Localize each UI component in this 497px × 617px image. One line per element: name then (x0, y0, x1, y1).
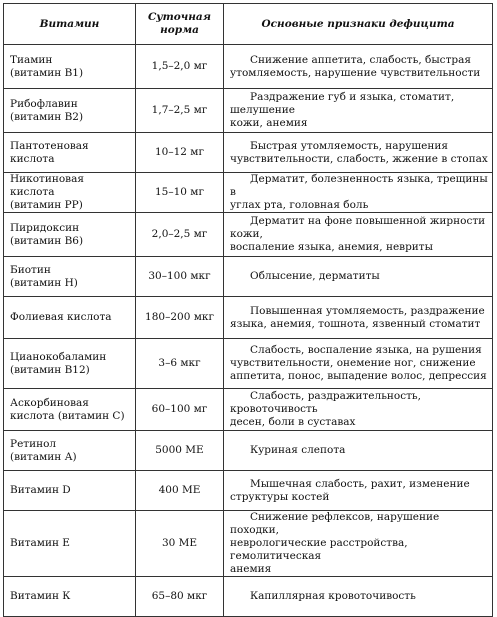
daily-norm-cell: 1,5–2,0 мг (136, 45, 224, 89)
vitamin-name-cell (4, 89, 136, 133)
symptoms-cell (224, 257, 493, 297)
table-body (4, 45, 493, 617)
table-row (4, 133, 493, 173)
vitamin-name-cell (4, 45, 136, 89)
daily-norm-cell: 60–100 мг (136, 389, 224, 431)
vitamin-name-line: Витамин К (10, 590, 71, 602)
symptoms-cell (224, 339, 493, 389)
vitamin-name-cell (4, 133, 136, 173)
symptom-line: Капиллярная кровоточивость (250, 590, 416, 602)
symptom-line: углах рта, головная боль (230, 199, 369, 211)
vitamin-name-cell (4, 339, 136, 389)
vitamin-name-line: Витамин D (10, 484, 71, 496)
vitamin-name-line: Фолиевая кислота (10, 311, 112, 323)
header-vitamin: Витамин (4, 4, 136, 45)
daily-norm-cell: 30–100 мкг (136, 257, 224, 297)
table-row (4, 89, 493, 133)
table-row (4, 339, 493, 389)
vitamin-name-cell (4, 471, 136, 511)
symptom-line: Слабость, воспаление языка, на рушения (250, 344, 482, 356)
table-row (4, 511, 493, 577)
vitamin-name-line: (витамин В12) (10, 363, 90, 376)
symptom-line: воспаление языка, анемия, невриты (230, 241, 433, 253)
symptom-line: Слабость, раздражительность, кровоточивость (230, 390, 421, 415)
symptoms-cell (224, 297, 493, 339)
symptom-line: Повышенная утомляемость, раздражение (250, 304, 485, 317)
symptom-line: Дерматит на фоне повышенной жирности кожи, (230, 215, 486, 240)
table-row (4, 389, 493, 431)
vitamin-name-line: Аскорбиновая (10, 396, 89, 409)
daily-norm-cell: 10–12 мг (136, 133, 224, 173)
symptoms-cell (224, 45, 493, 89)
daily-norm-cell: 3–6 мкг (136, 339, 224, 389)
symptom-line: чувствительности, онемение ног, снижение (230, 357, 476, 369)
vitamin-name-line: Рибофлавин (10, 97, 78, 110)
symptoms-cell (224, 577, 493, 617)
table-row (4, 45, 493, 89)
symptom-line: структуры костей (230, 490, 330, 503)
symptom-line: Мышечная слабость, рахит, изменение (250, 477, 470, 490)
symptom-line: Куриная слепота (250, 444, 346, 456)
vitamin-name-line: (витамин В6) (10, 234, 84, 247)
vitamin-table-container (3, 3, 492, 617)
daily-norm-cell: 15–10 мг (136, 173, 224, 213)
symptoms-cell (224, 431, 493, 471)
daily-norm-cell: 30 МЕ (136, 511, 224, 577)
symptom-line: Раздражение губ и языка, стоматит, шелушение (230, 91, 455, 116)
vitamin-name-line: Пиридоксин (10, 221, 80, 234)
vitamin-name-cell (4, 577, 136, 617)
vitamin-name-line: Пантотеновая кислота (10, 139, 89, 165)
daily-norm-cell: 180–200 мкг (136, 297, 224, 339)
vitamin-name-cell (4, 297, 136, 339)
vitamin-name-cell (4, 257, 136, 297)
vitamin-name-line: (витамин В1) (10, 66, 84, 79)
table-row (4, 213, 493, 257)
symptom-line: Снижение рефлексов, нарушение походки, (230, 511, 440, 536)
header-symptoms: Основные признаки дефицита (224, 4, 493, 45)
vitamin-name-cell (4, 431, 136, 471)
symptoms-cell (224, 213, 493, 257)
symptoms-cell (224, 471, 493, 511)
table-header-row (4, 4, 493, 45)
symptoms-cell (224, 511, 493, 577)
vitamin-name-cell (4, 173, 136, 213)
vitamin-name-line: Ретинол (10, 437, 57, 450)
symptom-line: десен, боли в суставах (230, 416, 356, 428)
symptom-line: аппетита, понос, выпадение волос, депрессия (230, 370, 487, 382)
vitamin-name-cell (4, 213, 136, 257)
symptom-line: кожи, анемия (230, 117, 308, 129)
symptoms-cell (224, 173, 493, 213)
symptom-line: языка, анемия, тошнота, язвенный стоматит (230, 317, 481, 330)
symptom-line: Снижение аппетита, слабость, быстрая (250, 53, 471, 66)
daily-norm-cell: 1,7–2,5 мг (136, 89, 224, 133)
vitamin-name-line: кислота (витамин С) (10, 409, 125, 422)
symptom-line: Быстрая утомляемость, нарушения (250, 139, 449, 152)
symptom-line: анемия (230, 563, 272, 575)
vitamin-name-cell (4, 389, 136, 431)
table-row (4, 431, 493, 471)
vitamin-name-line: (витамин Н) (10, 276, 78, 289)
vitamin-name-line: Биотин (10, 263, 51, 276)
table-row (4, 173, 493, 213)
table-row (4, 297, 493, 339)
symptom-line: Дерматит, болезненность языка, трещины в (230, 173, 488, 198)
table-row (4, 471, 493, 511)
vitamin-name-line: Витамин Е (10, 537, 70, 549)
vitamin-name-line: (витамин А) (10, 450, 77, 463)
symptoms-cell (224, 133, 493, 173)
symptoms-cell (224, 89, 493, 133)
header-daily-norm: Суточная норма (136, 4, 224, 45)
symptom-line: чувствительности, слабость, жжение в стопах (230, 152, 488, 165)
daily-norm-cell: 5000 МЕ (136, 431, 224, 471)
vitamin-deficiency-table (3, 3, 493, 617)
symptom-line: утомляемость, нарушение чувствительности (230, 66, 481, 79)
daily-norm-cell: 2,0–2,5 мг (136, 213, 224, 257)
vitamin-name-line: (витамин РР) (10, 199, 83, 211)
vitamin-name-line: Тиамин (10, 53, 53, 66)
vitamin-name-line: Никотиновая кислота (10, 173, 84, 198)
symptoms-cell (224, 389, 493, 431)
daily-norm-cell: 65–80 мкг (136, 577, 224, 617)
vitamin-name-line: Цианокобаламин (10, 350, 107, 363)
symptom-line: Облысение, дерматиты (250, 270, 380, 282)
table-row (4, 577, 493, 617)
vitamin-name-line: (витамин В2) (10, 110, 84, 123)
symptom-line: неврологические расстройства, гемолитическая (230, 537, 408, 562)
table-row (4, 257, 493, 297)
vitamin-name-cell (4, 511, 136, 577)
daily-norm-cell: 400 МЕ (136, 471, 224, 511)
